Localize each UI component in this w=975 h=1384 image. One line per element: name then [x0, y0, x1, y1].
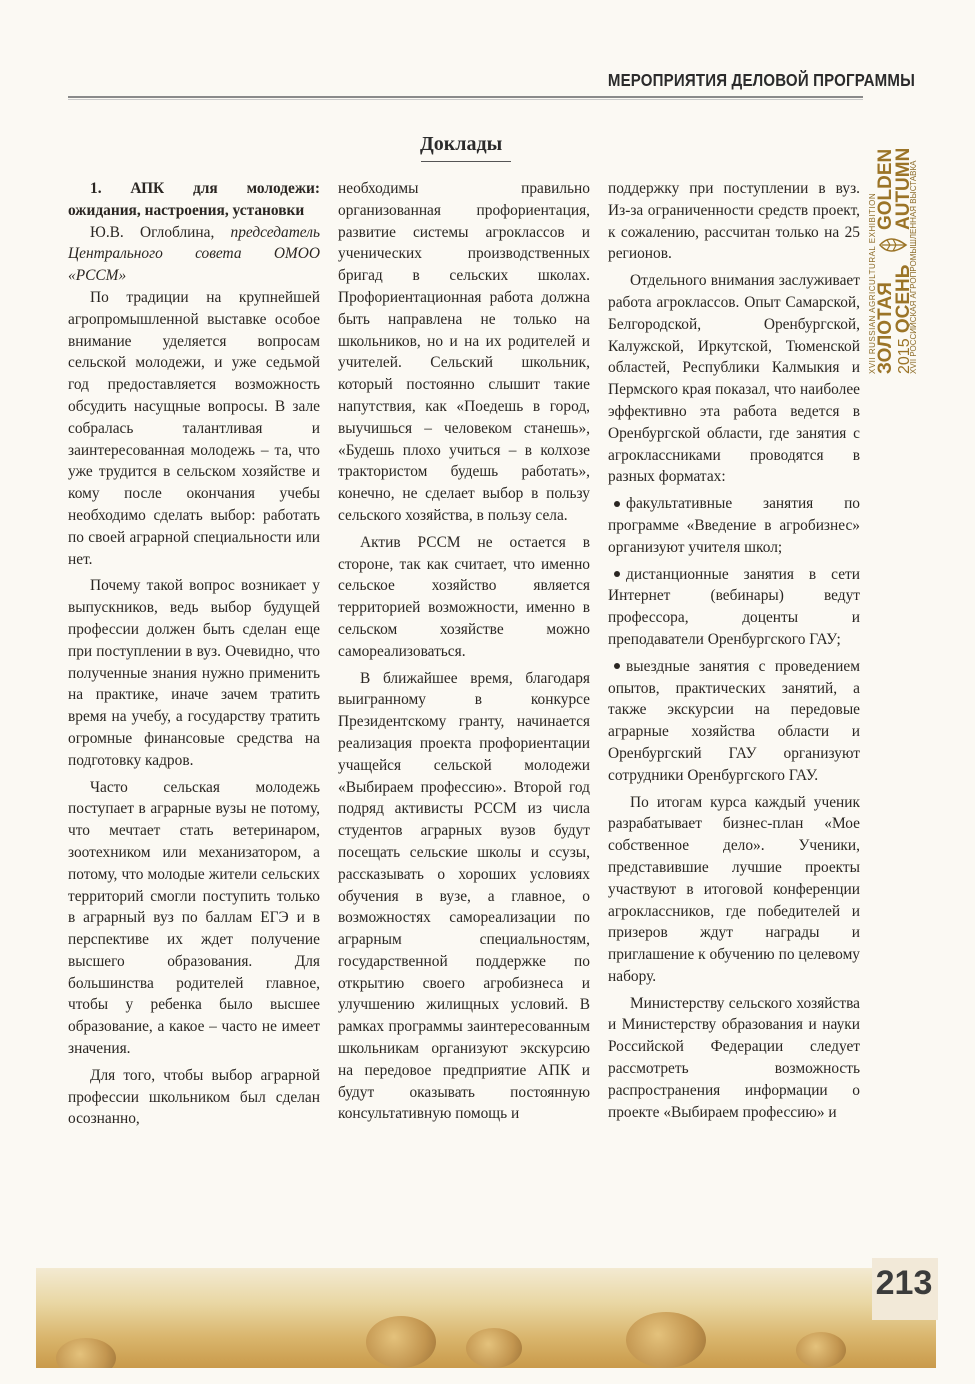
exhibition-logo: [866, 104, 918, 374]
article-author: [68, 222, 320, 287]
paragraph: Министерству сельского хозяйства и Министерству образования и науки Российской Федерации следует рассмотреть возможность распространения информации о проекте «Выбираем профессию» и: [608, 994, 860, 1121]
list-item-text: факультативные занятия по программе «Введение в агробизнес» организуют учителя школ;: [608, 495, 860, 556]
leaf-icon: [878, 234, 908, 256]
logo-word-zolotaya: ЗОЛОТАЯ: [875, 282, 896, 374]
hay-bale: [466, 1328, 522, 1368]
list-item-text: выездные занятия с проведением опытов, практических занятий, а также экскурсии на передовые аграрные хозяйства области и Оренбургский ГАУ организуют сотрудники Оренбургского ГАУ.: [608, 657, 860, 784]
paragraph: В ближайшее время, благодаря выигранному в конкурсе Президентскому гранту, начинается реализация проекта профориентации учащейся сельской молодежи «Выбираем профессию». Второй год подряд активисты РССМ из числа студентов аграрных вузов будут посещать сельские школы и ссузы, рассказывать о хороших условиях обучения в вузе, а главное, о возможностях самореализации по аграрным специальностям, государственной поддержке по открытию своего агробизнеса и улучшению жилищных условий. В рамках программы заинтересованным школьникам организуют экскурсию на передовое предприятие АПК и будут оказывать постоянную консультативную помощь и: [338, 669, 590, 1123]
article-column-1: [68, 178, 320, 1130]
list-item-text: дистанционные занятия в сети Интернет (вебинары) ведут профессора, доценты и преподаватели Оренбургского ГАУ;: [608, 565, 860, 648]
hay-bale: [626, 1312, 706, 1368]
paragraph: По итогам курса каждый ученик разрабатывает бизнес-план «Мое собственное дело». Ученики, представившие лучшие проекты участвуют в итоговой конференции агроклассников, где победителей и призеров ждут награды и приглашение к обучению по целевому набору.: [608, 793, 860, 985]
paragraph: необходимы правильно организованная профориентация, развитие системы агроклассов и ученических производственных бригад в сельских школах. Профориентационная работа должна быть направлена не только на школьников, но и на их родителей и учителей. Сельский школьник, который постоянно слышит такие напутствия, как «Поедешь в город, выучишься – человеком станешь», «Будешь плохо учиться – в колхозе трактористом будешь работать», конечно, не сделает выбор в пользу сельского хозяйства, в пользу села.: [338, 180, 590, 524]
list-item: [608, 493, 860, 558]
article-column-2: [338, 178, 590, 1125]
logo-year: 2015: [896, 338, 913, 374]
paragraph: Часто сельская молодежь поступает в аграрные вузы не потому, что мечтает стать ветеринаром, зоотехником или механизатором, а потому, что молодые жители сельских территорий смогли поступить только в аграрный вуз по баллам ЕГЭ и в перспективе их ждет получение высшего образования. Для большинства родителей главное, чтобы у ребенка было высшее образование, а какое – часто не имеет значения.: [68, 778, 320, 1058]
article-column-3: [608, 178, 860, 1123]
section-title-underline: [421, 161, 511, 162]
paragraph: Актив РССМ не остается в стороне, так как считает, что именно сельское хозяйство является территорией возможности, именно в сельском хозяйстве можно самореализоваться.: [338, 533, 590, 660]
author-role: председатель Центрального совета ОМОО «РССМ»: [68, 223, 320, 285]
header-rule-thin: [68, 99, 863, 100]
list-item: [608, 656, 860, 787]
paragraph: Для того, чтобы выбор аграрной профессии школьником был сделан осознанно,: [68, 1066, 320, 1128]
author-name: Ю.В. Оглоблина,: [90, 223, 215, 241]
hay-bale: [56, 1338, 116, 1368]
list-item: [608, 564, 860, 651]
paragraph: Отдельного внимания заслуживает работа агроклассов. Опыт Самарской, Белгородской, Оренбургской, Калужской, Иркутской, Тюменской областей, Республики Калмыкия и Пермского края показал, что наиболее эффективно эта работа ведется в Оренбургской области, где занятия с агроклассниками проводятся в разных форматах:: [608, 272, 860, 486]
logo-top-line: XVII RUSSIAN AGRICULTURAL EXHIBITION: [868, 192, 877, 374]
paragraph: По традиции на крупнейшей агропромышленной выставке особое внимание уделяется вопросам сельской молодежи, и уже седьмой год предоставляется возможность обсудить насущные вопросы. В зале собралась талантливая и заинтересованная молодежь – та, что уже трудится в сельском хозяйстве и кому после окончания учебы необходимо сделать выбор: работать по своей аграрной специальности или нет.: [68, 288, 320, 568]
paragraph: Почему такой вопрос возникает у выпускников, ведь выбор будущей профессии должен быть сделан еще при поступлении в вуз. Очевидно, что полученные знания нужно применить на практике, иначе зачем тратить время на учебу, а государству тратить огромные финансовые средства на подготовку кадров.: [68, 577, 320, 769]
page-number: 213: [875, 1264, 933, 1302]
logo-english-words: [877, 148, 913, 230]
article-heading: 1. АПК для молодежи: ожидания, настроения, установки: [68, 180, 320, 219]
bullet-icon: [614, 663, 620, 669]
paragraph: поддержку при поступлении в вуз. Из-за ограниченности средств проект, к сожалению, рассчитан только на 25 регионов.: [608, 180, 860, 263]
running-header: МЕРОПРИЯТИЯ ДЕЛОВОЙ ПРОГРАММЫ: [607, 70, 915, 90]
header-rule: [68, 96, 863, 98]
bullet-icon: [614, 571, 620, 577]
bullet-icon: [614, 501, 620, 507]
section-title: Доклады: [420, 133, 503, 155]
hay-bale: [366, 1316, 436, 1368]
logo-word-osen: ОСЕНЬ: [893, 264, 914, 334]
hayfield-photo-band: [36, 1268, 936, 1368]
logo-word-golden: GOLDEN: [875, 148, 896, 230]
hay-bale: [796, 1332, 846, 1368]
logo-bottom-line: XVII РОССИЙСКАЯ АГРОПРОМЫШЛЕННАЯ ВЫСТАВКА: [909, 160, 918, 374]
logo-word-autumn: AUTUMN: [893, 147, 914, 230]
